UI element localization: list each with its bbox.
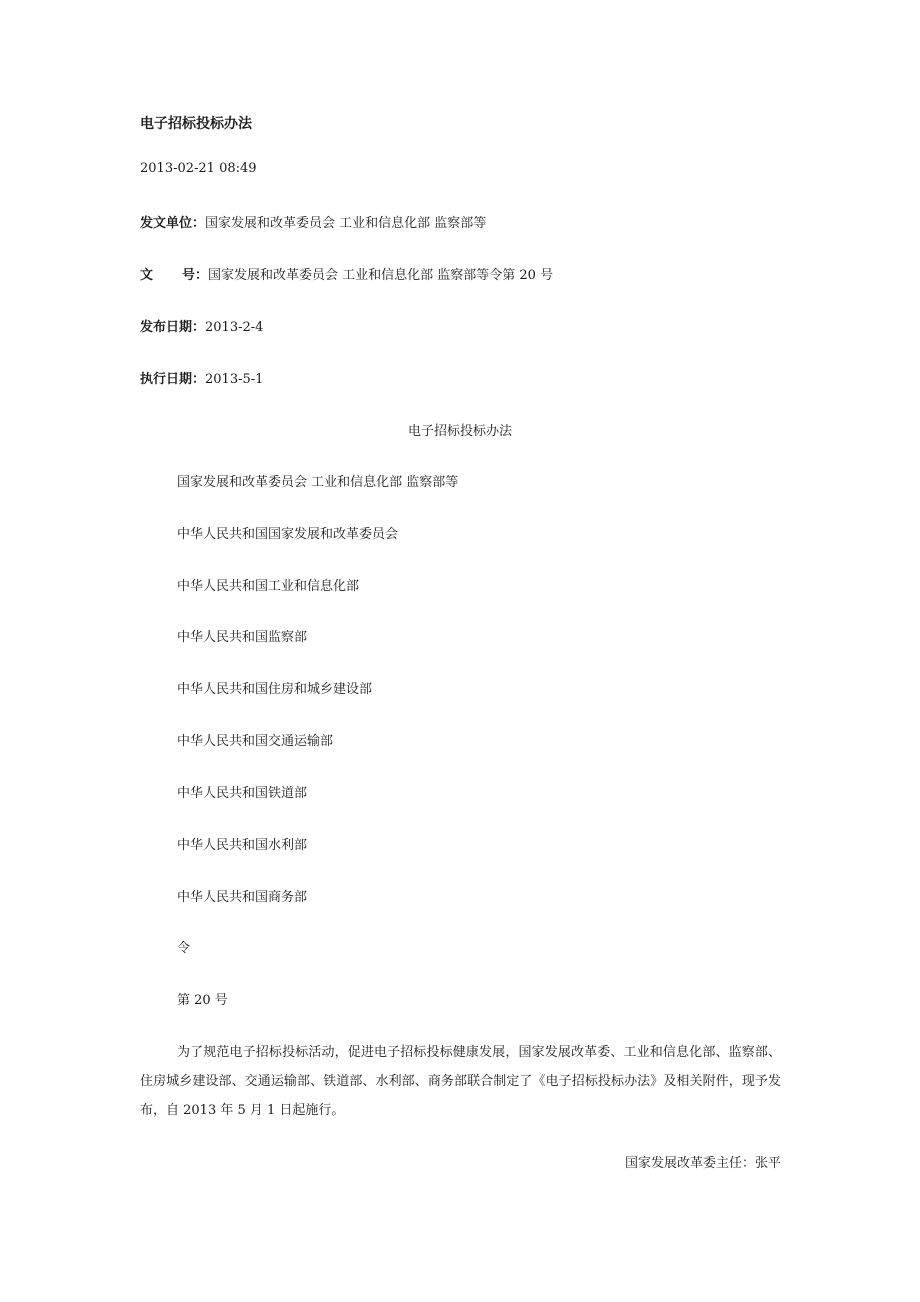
publish-datetime: 2013-02-21 08:49 bbox=[140, 161, 257, 176]
issuer-value: 国家发展和改革委员会 工业和信息化部 监察部等 bbox=[205, 216, 487, 231]
pubdate-label: 发布日期： bbox=[140, 320, 206, 335]
ministry-item: 中华人民共和国商务部 bbox=[177, 890, 308, 905]
ministry-item: 中华人民共和国国家发展和改革委员会 bbox=[177, 527, 399, 542]
effdate-value: 2013-5-1 bbox=[205, 372, 264, 387]
order-number: 第 20 号 bbox=[177, 993, 228, 1008]
order-label: 令 bbox=[177, 941, 191, 956]
ministry-item: 中华人民共和国铁道部 bbox=[177, 786, 308, 801]
body-title: 电子招标投标办法 bbox=[407, 424, 512, 439]
docno-value: 国家发展和改革委员会 工业和信息化部 监察部等令第 20 号 bbox=[208, 268, 554, 283]
ministry-item: 中华人民共和国工业和信息化部 bbox=[177, 579, 360, 594]
body-paragraph: 为了规范电子招标投标活动，促进电子招标投标健康发展，国家发展改革委、工业和信息化部、监察部、住房城乡建设部、交通运输部、铁道部、水利部、商务部联合制定了《电子招标投标办法》及相关附件，现予发布，自 2013 年 5 月 1 日起施行。 bbox=[140, 1045, 781, 1118]
page-title: 电子招标投标办法 bbox=[140, 116, 252, 132]
ministry-item: 中华人民共和国监察部 bbox=[177, 630, 308, 645]
issuers-line: 国家发展和改革委员会 工业和信息化部 监察部等 bbox=[177, 475, 459, 490]
ministry-item: 中华人民共和国水利部 bbox=[177, 838, 308, 853]
signature: 国家发展改革委主任：张平 bbox=[624, 1156, 781, 1171]
issuer-label: 发文单位： bbox=[140, 216, 206, 231]
effdate-label: 执行日期： bbox=[140, 372, 206, 387]
effdate-row bbox=[140, 371, 263, 389]
ministry-item: 中华人民共和国住房和城乡建设部 bbox=[177, 682, 373, 697]
pubdate-row bbox=[140, 319, 263, 337]
docno-row bbox=[140, 267, 553, 285]
docno-label-b: 号： bbox=[182, 268, 209, 283]
ministry-item: 中华人民共和国交通运输部 bbox=[177, 734, 334, 749]
pubdate-value: 2013-2-4 bbox=[205, 320, 264, 335]
issuer-row bbox=[140, 215, 486, 233]
docno-label-a: 文 bbox=[140, 268, 154, 283]
